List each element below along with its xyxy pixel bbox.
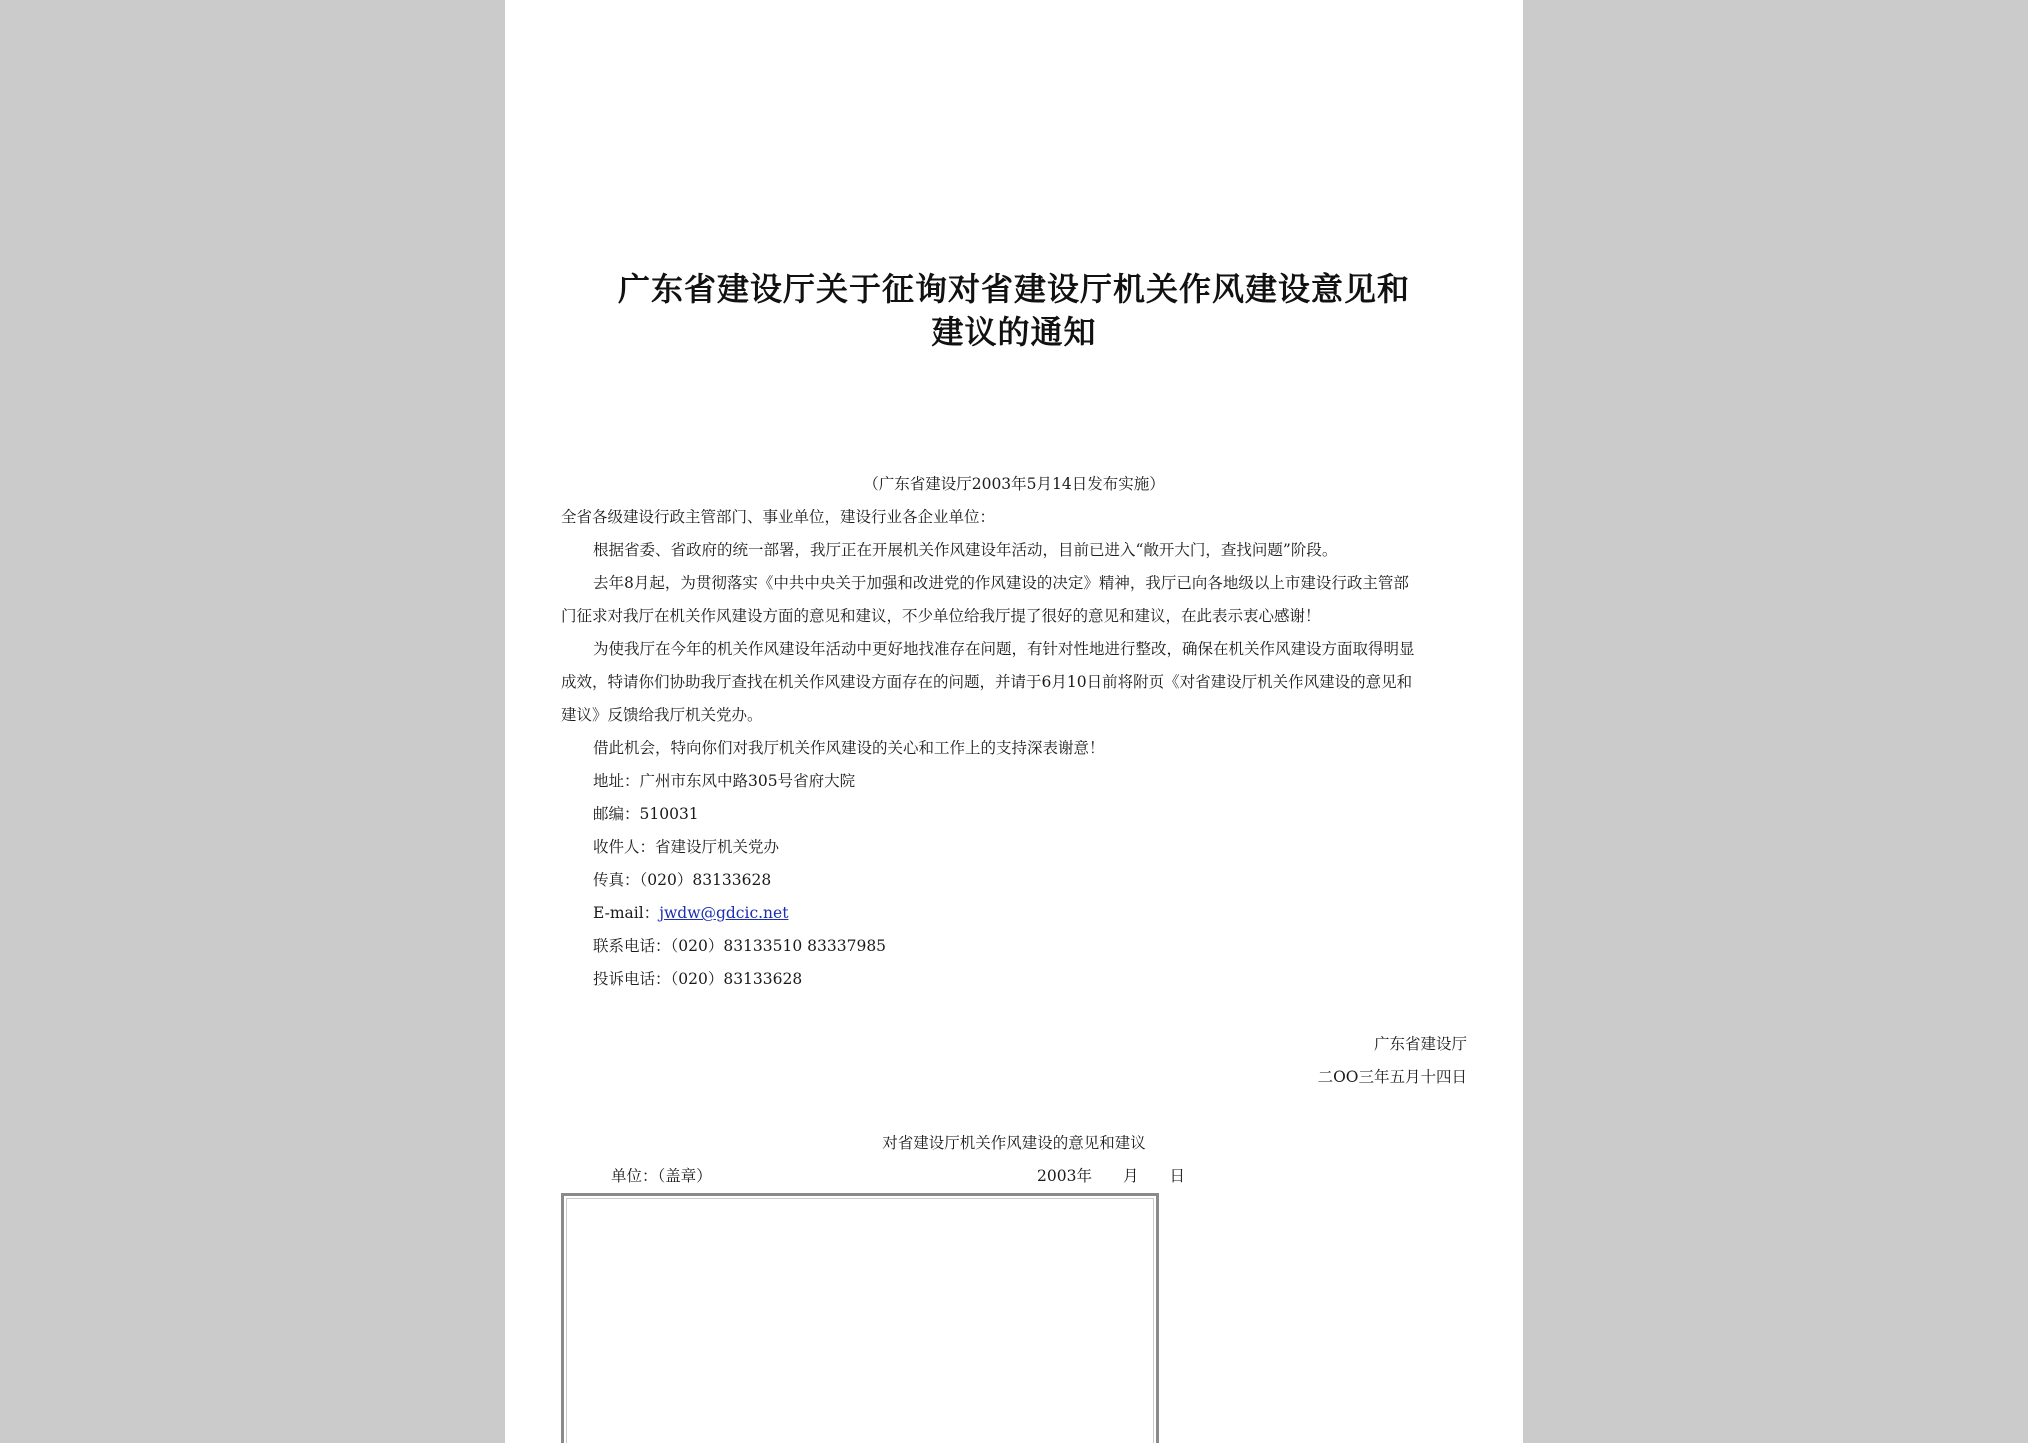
paragraph-2-line-2: 门征求对我厅在机关作风建设方面的意见和建议，不少单位给我厅提了很好的意见和建议，在此表示衷心感谢！: [561, 607, 1321, 625]
signature-date: 二OO三年五月十四日: [1317, 1068, 1467, 1086]
contact-phone: 联系电话：（020）83133510 83337985: [593, 937, 887, 955]
signature-org: 广东省建设厅: [1373, 1035, 1467, 1053]
paragraph-1: 根据省委、省政府的统一部署，我厅正在开展机关作风建设年活动，目前已进入“敞开大门，查找问题”阶段。: [593, 541, 1338, 559]
paragraph-3-line-1: 为使我厅在今年的机关作风建设年活动中更好地找准存在问题，有针对性地进行整改，确保在机关作风建设方面取得明显: [593, 640, 1415, 658]
contact-fax: 传真：（020）83133628: [593, 871, 772, 889]
contact-email-row: [593, 903, 788, 923]
contact-email-label: E-mail：: [593, 904, 660, 922]
form-date-label: 2003年 月 日: [1037, 1167, 1185, 1185]
paragraph-4: 借此机会，特向你们对我厅机关作风建设的关心和工作上的支持深表谢意！: [593, 739, 1105, 757]
issue-note: （广东省建设厅2003年5月14日发布实施）: [863, 475, 1165, 493]
salutation: 全省各级建设行政主管部门、事业单位，建设行业各企业单位：: [561, 508, 996, 526]
contact-email-link[interactable]: jwdw@gdcic.net: [659, 904, 789, 922]
feedback-form-inner-border: [566, 1198, 1154, 1443]
paragraph-2-line-1: 去年8月起，为贯彻落实《中共中央关于加强和改进党的作风建设的决定》精神，我厅已向各地级以上市建设行政主管部: [593, 574, 1409, 592]
feedback-form-box: [561, 1193, 1159, 1443]
form-unit-label: 单位：（盖章）: [611, 1167, 712, 1185]
paragraph-3-line-2: 成效，特请你们协助我厅查找在机关作风建设方面存在的问题，并请于6月10日前将附页《对省建设厅机关作风建设的意见和: [561, 673, 1413, 691]
contact-postcode: 邮编：510031: [593, 805, 699, 823]
contact-complaint-phone: 投诉电话：（020）83133628: [593, 970, 803, 988]
contact-recipient: 收件人：省建设厅机关党办: [593, 838, 780, 856]
contact-address: 地址：广州市东风中路305号省府大院: [593, 772, 856, 790]
paragraph-3-line-3: 建议》反馈给我厅机关党办。: [561, 706, 763, 724]
document-title-line-2: 建议的通知: [931, 313, 1097, 351]
document-title-line-1: 广东省建设厅关于征询对省建设厅机关作风建设意见和: [617, 270, 1410, 308]
document-page: [505, 0, 1523, 1443]
form-title: 对省建设厅机关作风建设的意见和建议: [882, 1134, 1146, 1152]
